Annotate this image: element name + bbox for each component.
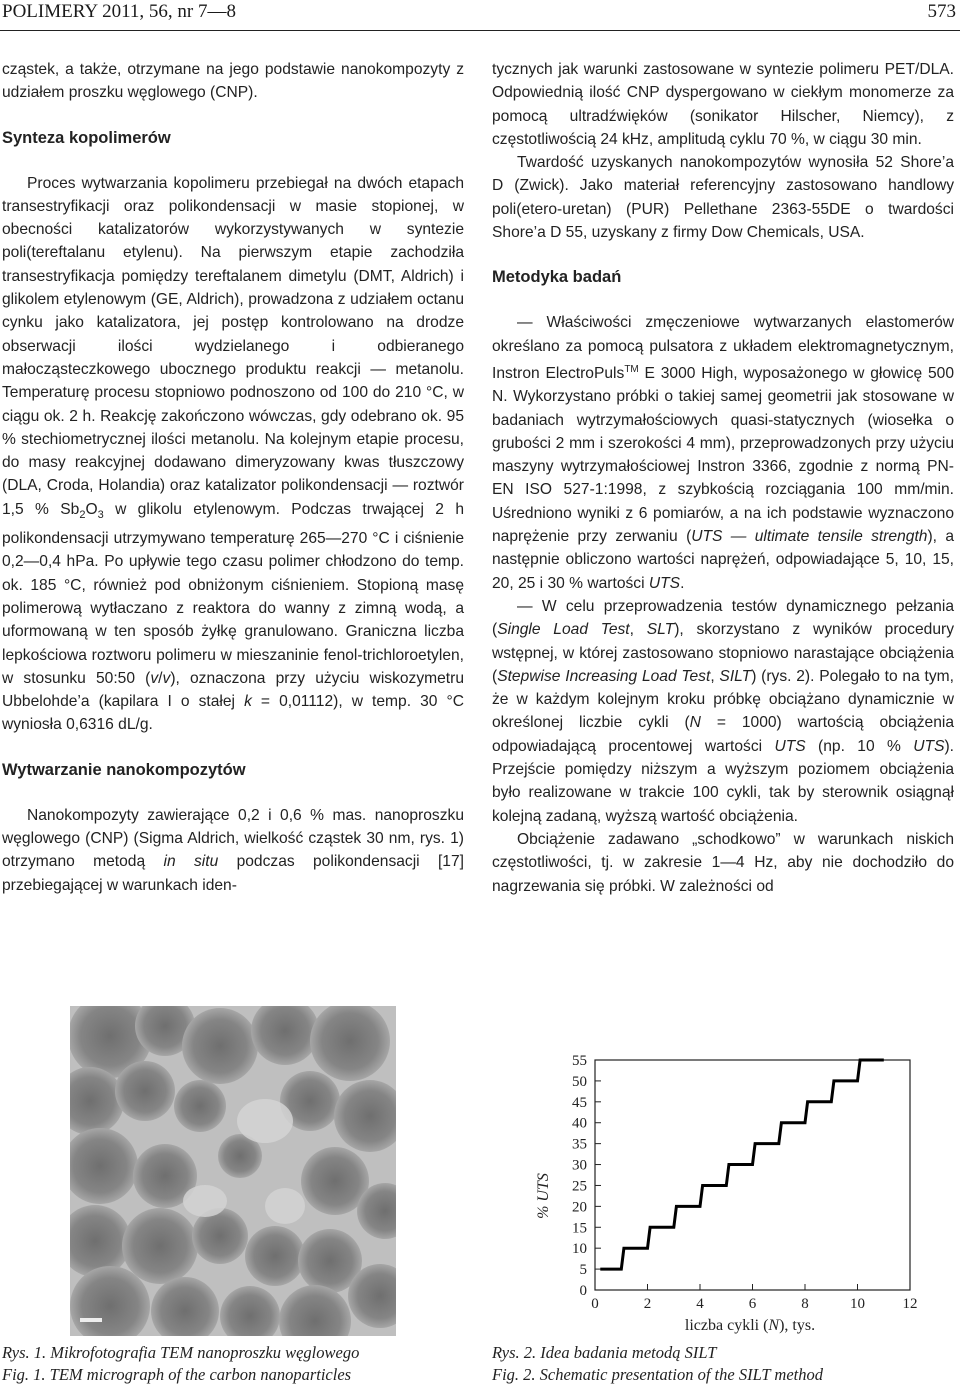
y-tick-label: 40 — [572, 1115, 587, 1132]
paragraph-continuation-right: tycznych jak warunki zastosowane w syntezie polimeru PET/DLA. Odpowiednią ilość CNP dyspergowano w ciekłym monomerze za pomocą ultradźwięków (sonikator Hilscher, Niemcy), z częstotliwością 24 kHz, amplitudą cyklu 70 %, w ciągu 30 min. — [492, 61, 954, 148]
y-tick-label: 35 — [572, 1136, 587, 1153]
tem-micrograph-image — [70, 1006, 396, 1336]
silt-chart — [500, 1040, 940, 1340]
section-heading-wytwarzanie: Wytwarzanie nanokompozytów — [2, 760, 246, 779]
x-tick-label: 4 — [696, 1296, 704, 1312]
tem-micrograph-graphic — [70, 1006, 396, 1336]
y-tick-label: 5 — [579, 1262, 587, 1279]
y-tick-label: 10 — [572, 1241, 587, 1258]
y-tick-label: 30 — [572, 1157, 587, 1174]
figure2-caption-en: Fig. 2. Schematic presentation of the SILT method — [492, 1365, 824, 1384]
x-tick-label: 2 — [643, 1296, 652, 1312]
y-tick-label: 55 — [572, 1053, 587, 1069]
y-tick-label: 0 — [579, 1283, 587, 1299]
paragraph-synteza: Proces wytwarzania kopolimeru przebiegał na dwóch etapach transestryfikacji oraz polikondensacji w masie stopionej, w obecności katalizatorów wykorzystywanych w syntezie poli(tereftalanu etylenu). Na pierwszym etapie zachodziła transestryfikacja pomiędzy tereftalanem dimetylu (DMT, Aldrich) i glikolem etylenowym (GE, Aldrich), prowadzona z udziałem octanu cynku jako katalizatora, jej postęp kontrolowano na drodze obserwacji ilości wydzielanego i odbieranego małocząsteczkowego ubocznego produktu reakcji — metanolu. Temperaturę procesu stopniowo podnoszono od 100 do 210 °C, w ciągu ok. 2 h. Reakcję zakończono wówczas, gdy odebrano ok. 95 % stechiometrycznej ilości metanolu. Na kolejnym etapie procesu, do masy reakcyjnej dodawano dimeryzowany kwas tłuszczowy (DLA, Croda, Holandia) oraz katalizator polikondensacji — roztwór 1,5 % $Sb_2O_3$ w glikolu etylenowym. Podczas trwającej 2 h polikondensacji utrzymywano temperaturę 265—270 °C i ciśnienie 0,2—0,4 hPa. Po upływie tego czasu polimer chłodzono do temp. ok. 185 °C, również pod obniżonym ciśnieniem. Stopioną masę polimerową wytłaczano z reaktora do wanny z zimną wodą, a uformowaną w ten sposób żyłkę granulowano. Graniczna liczba lepkościowa roztworu polimeru w mieszaninie fenol-trichloroetylen, w stosunku 50:50 (v/v), oznaczona przy użyciu wiskozymetru Ubbelohde’a (kapilara I o stałej k = 0,01112), w temp. 30 °C wyniosła 0,6316 dL/g. — [2, 174, 465, 734]
x-tick-label: 10 — [850, 1296, 865, 1312]
paragraph-wytwarzanie: Nanokompozyty zawierające 0,2 i 0,6 % mas. nanoproszku węglowego (CNP) (Sigma Aldrich, wielkość cząstek 30 nm, rys. 1) otrzymano metodą in situ podczas polikondensacji [17] przebiegającej w warunkach iden- — [2, 806, 464, 894]
left-column — [2, 58, 464, 897]
silt-step-line — [600, 1060, 884, 1269]
x-tick-label: 6 — [748, 1296, 757, 1312]
section-heading-metodyka: Metodyka badań — [492, 268, 622, 287]
section-heading-synteza: Synteza kopolimerów — [2, 128, 171, 147]
x-tick-label: 12 — [902, 1296, 918, 1312]
chart-x-axis-label: liczba cykli (N), tys. — [684, 1317, 816, 1334]
page-number: 573 — [927, 1, 956, 22]
y-tick-label: 20 — [572, 1199, 587, 1216]
y-tick-label: 50 — [572, 1073, 587, 1090]
x-tick-label: 0 — [591, 1296, 599, 1312]
figure1-caption-en: Fig. 1. TEM micrograph of the carbon nanoparticles — [2, 1365, 352, 1384]
paragraph-twardosc: Twardość uzyskanych nanokompozytów wynosiła 52 Shore’a D (Zwick). Jako materiał referencyjny zastosowano handlowy poli(etero-uretan) (PUR) Pellethane 2363-55DE o twardości Shore’a D 55, uzyskany z firmy Dow Chemicals, USA. — [492, 154, 954, 242]
chart-plot-frame — [595, 1060, 910, 1290]
paragraph-continuation: cząstek, a także, otrzymane na jego podstawie nanokompozyty z udziałem proszku węglowego (CNP). — [2, 61, 464, 102]
page-header — [0, 0, 960, 31]
y-tick-label: 15 — [572, 1220, 587, 1237]
paragraph-wlasciwosci: — Właściwości zmęczeniowe wytwarzanych elastomerów określano za pomocą pulsatora z układem elektromagnetycznym, Instron ElectroPuls™ E 3000 High, wyposażonego w głowicę 500 N. Wykorzystano próbki o takiej samej geometrii jak stosowane w badaniach wytrzymałościowych quasi-statycznych (wiosełka o grubości 2 mm i szerokości 4 mm), przeprowadzonych przy użyciu maszyny wytrzymałościowej Instron 3366, zgodnie z normą PN-EN ISO 527-1:1998, z szybkością rozciągania 100 mm/min. Uśredniono wyniki z 6 pomiarów, a na ich podstawie wyznaczono naprężenie przy zerwaniu (UTS — ultimate tensile strength), a następnie obliczono wartości naprężeń, odpowiadające 5, 10, 15, 20, 25 i 30 % wartości UTS. — [492, 314, 955, 592]
chart-y-axis-label: % UTS — [535, 1173, 552, 1219]
figure2-caption-pl: Rys. 2. Idea badania metodą SILT — [492, 1343, 717, 1362]
paragraph-obciazenie: Obciążenie zadawano „schodkowo” w warunkach niskich częstotliwości, tj. w zakresie 1—4 Hz, aby nie dochodziło do nagrzewania się próbki. W zależności od — [492, 830, 954, 895]
paragraph-pelzanie: — W celu przeprowadzenia testów dynamicznego pełzania (Single Load Test, SLT), skorzystano z wyników procedury wstępnej, w której zastosowano stopniowo narastające obciążenia (Stepwise Increasing Load Test, SILT) (rys. 2). Polegało to na tym, że w każdym kolejnym kroku próbkę obciążano dynamicznie w określonej liczbie cykli (N = 1000) wartością obciążenia odpowiadającą procentowej wartości UTS (np. 10 % UTS). Przejście pomiędzy niższym a wyższym poziomem obciążenia było realizowane w trakcie 100 cykli, tak by sterownik osiągnął kolejną zadaną, wyższą wartość obciążenia. — [492, 597, 954, 825]
silt-chart-svg — [500, 1040, 940, 1340]
y-tick-label: 45 — [572, 1094, 587, 1111]
figure1-caption-pl: Rys. 1. Mikrofotografia TEM nanoproszku węglowego — [2, 1343, 360, 1362]
journal-citation: POLIMERY 2011, 56, nr 7—8 — [2, 1, 236, 22]
x-tick-label: 8 — [801, 1296, 809, 1312]
y-tick-label: 25 — [572, 1178, 587, 1195]
right-column — [492, 58, 954, 898]
